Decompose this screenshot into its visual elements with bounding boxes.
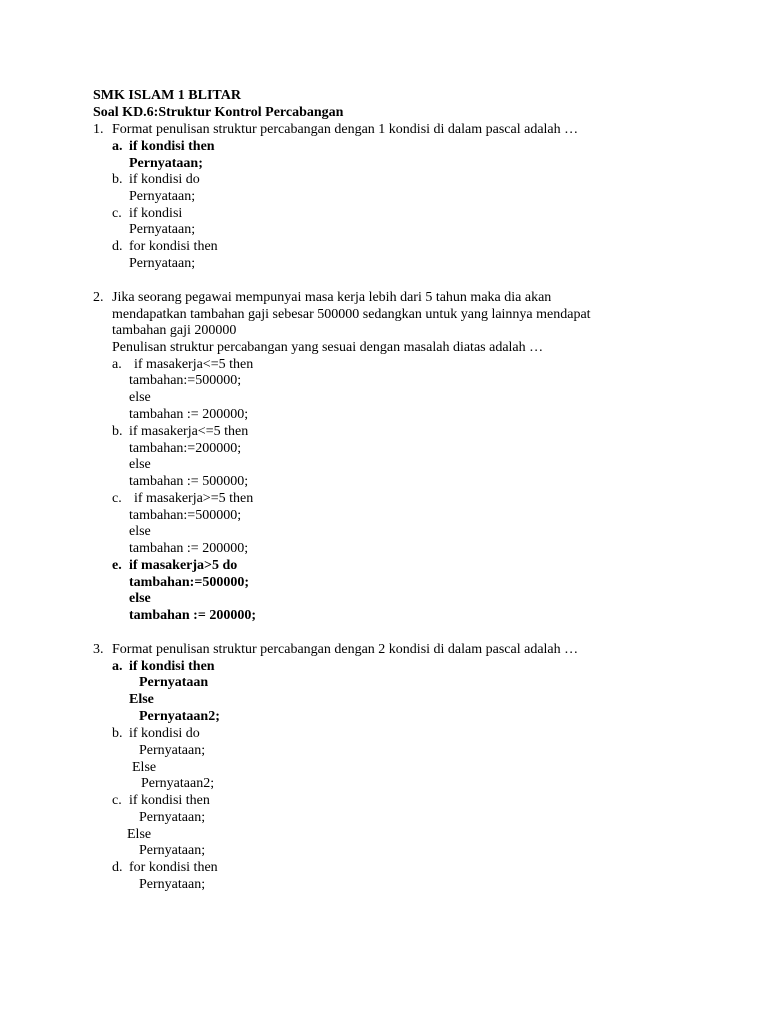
option-line: tambahan:=500000; — [129, 508, 242, 523]
option-line: Else — [127, 827, 152, 842]
option-letter: a. — [112, 357, 122, 372]
option-letter: d. — [112, 239, 123, 254]
option-letter: b. — [112, 172, 123, 187]
option-line: tambahan:=500000; — [129, 575, 249, 590]
option-letter: e. — [112, 558, 122, 573]
option-line: tambahan := 500000; — [129, 474, 249, 489]
option-line: Pernyataan2; — [139, 709, 220, 724]
option-letter: c. — [112, 206, 122, 221]
question-number: 3. — [93, 642, 104, 657]
option-line: for kondisi then — [129, 860, 218, 875]
option-letter: b. — [112, 726, 123, 741]
option-line: if kondisi — [129, 206, 183, 221]
option-line: else — [129, 591, 151, 606]
option-letter: c. — [112, 491, 122, 506]
option-line: Else — [129, 692, 154, 707]
option-line: Pernyataan; — [139, 743, 206, 758]
option-line: Pernyataan; — [129, 222, 196, 237]
option-line: Else — [132, 760, 157, 775]
question-text: Penulisan struktur percabangan yang sesuai dengan masalah diatas adalah … — [112, 340, 544, 355]
option-line: if masakerja>5 do — [129, 558, 238, 573]
option-letter: c. — [112, 793, 122, 808]
option-line: tambahan:=500000; — [129, 373, 242, 388]
option-line: tambahan:=200000; — [129, 441, 242, 456]
question-text: Format penulisan struktur percabangan dengan 1 kondisi di dalam pascal adalah … — [112, 122, 579, 137]
option-line: Pernyataan; — [129, 256, 196, 271]
question-number: 1. — [93, 122, 104, 137]
option-line: Pernyataan; — [129, 189, 196, 204]
option-line: if masakerja<=5 then — [129, 424, 249, 439]
document-title: Soal KD.6:Struktur Kontrol Percabangan — [93, 105, 344, 120]
question-number: 2. — [93, 290, 104, 305]
option-line: if kondisi do — [129, 172, 200, 187]
option-line: for kondisi then — [129, 239, 218, 254]
option-line: if kondisi then — [129, 793, 210, 808]
option-line: tambahan := 200000; — [129, 407, 249, 422]
school-name: SMK ISLAM 1 BLITAR — [93, 88, 241, 103]
option-line: Pernyataan; — [139, 877, 206, 892]
question-text: Jika seorang pegawai mempunyai masa kerja lebih dari 5 tahun maka dia akan — [112, 290, 552, 305]
option-line: if masakerja>=5 then — [134, 491, 254, 506]
option-line: tambahan := 200000; — [129, 608, 256, 623]
option-letter: a. — [112, 139, 123, 154]
option-line: else — [129, 390, 151, 405]
question-text: Format penulisan struktur percabangan dengan 2 kondisi di dalam pascal adalah … — [112, 642, 579, 657]
option-line: Pernyataan; — [139, 810, 206, 825]
option-line: if masakerja<=5 then — [134, 357, 254, 372]
option-line: Pernyataan — [139, 675, 209, 690]
option-line: tambahan := 200000; — [129, 541, 249, 556]
question-text: mendapatkan tambahan gaji sebesar 500000 sedangkan untuk yang lainnya mendapat — [112, 307, 591, 322]
option-line: Pernyataan; — [129, 156, 203, 171]
option-letter: a. — [112, 659, 123, 674]
option-line: if kondisi do — [129, 726, 200, 741]
option-line: Pernyataan2; — [141, 776, 215, 791]
option-line: else — [129, 457, 151, 472]
option-line: else — [129, 524, 151, 539]
question-text: tambahan gaji 200000 — [112, 323, 237, 338]
option-letter: b. — [112, 424, 123, 439]
option-letter: d. — [112, 860, 123, 875]
option-line: if kondisi then — [129, 659, 215, 674]
option-line: Pernyataan; — [139, 843, 206, 858]
option-line: if kondisi then — [129, 139, 215, 154]
